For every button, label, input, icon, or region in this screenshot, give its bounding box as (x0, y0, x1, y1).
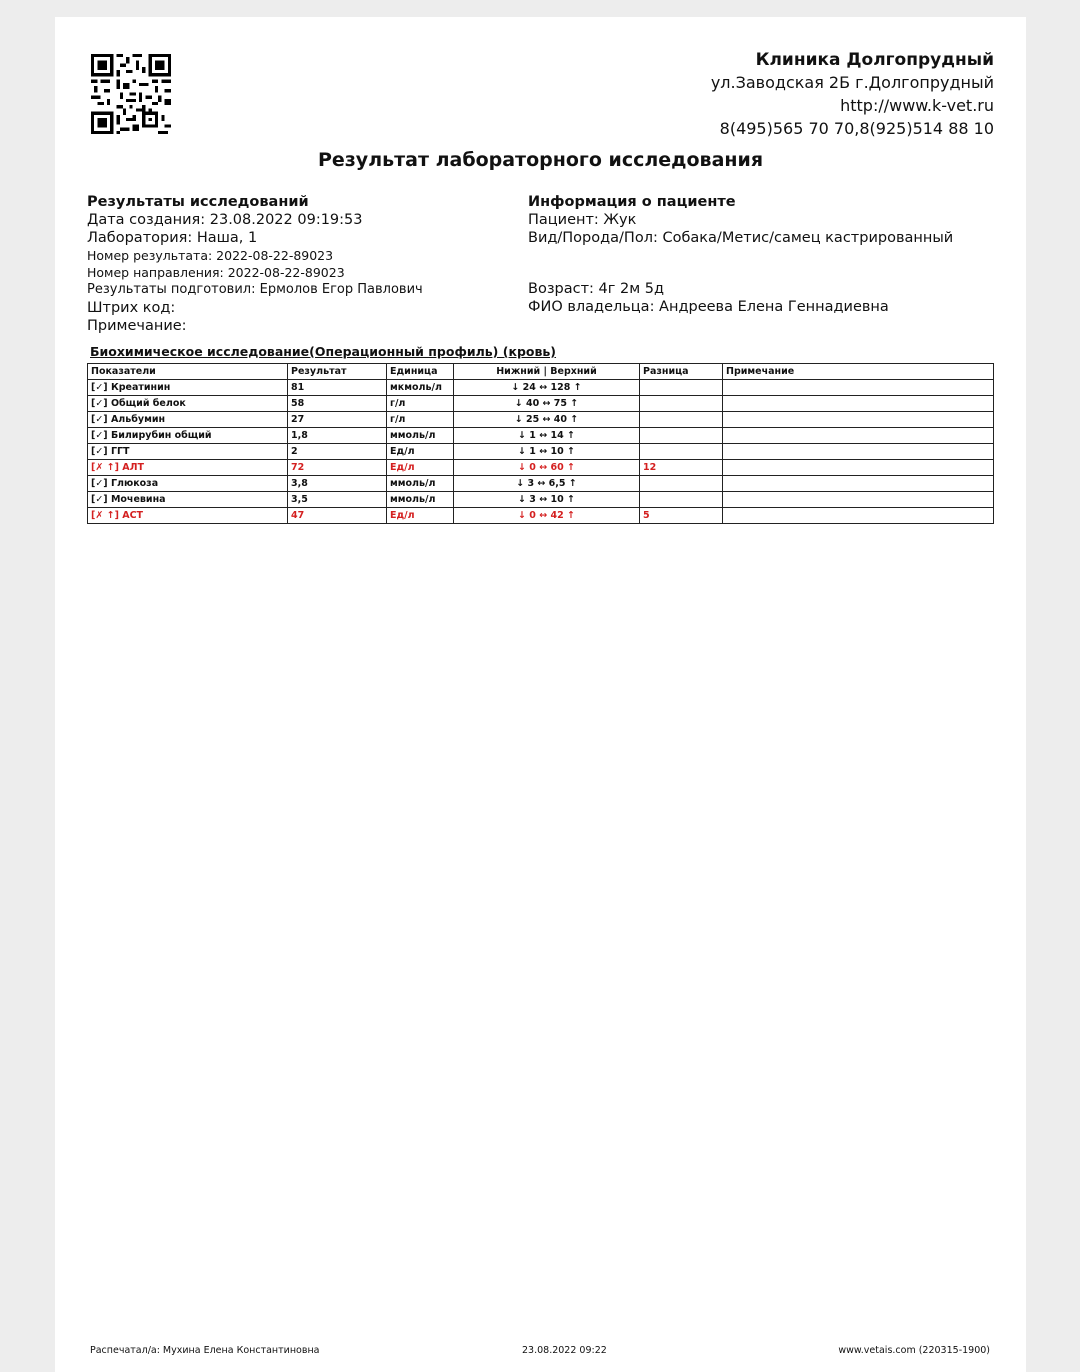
cell-name: [✓] Альбумин (88, 412, 288, 428)
patient-species: Вид/Порода/Пол: Собака/Метис/самец кастрированный (528, 230, 954, 246)
cell-diff (640, 444, 723, 460)
cell-diff (640, 412, 723, 428)
clinic-address: ул.Заводская 2Б г.Долгопрудный (710, 73, 994, 92)
table-row (88, 460, 994, 476)
clinic-phones: 8(495)565 70 70,8(925)514 88 10 (719, 119, 994, 138)
column-header: Примечание (723, 364, 994, 380)
prepared-by: Результаты подготовил: Ермолов Егор Павлович (87, 282, 423, 297)
patient-name: Пациент: Жук (528, 212, 637, 228)
document-title: Результат лабораторного исследования (317, 149, 764, 171)
software-link[interactable]: www.vetais.com (220315-1900) (838, 1345, 990, 1356)
cell-result: 47 (288, 508, 387, 524)
table-row (88, 428, 994, 444)
cell-range: ↓ 25 ↔ 40 ↑ (454, 412, 640, 428)
cell-diff (640, 396, 723, 412)
cell-diff (640, 476, 723, 492)
cell-range: ↓ 0 ↔ 42 ↑ (454, 508, 640, 524)
cell-name: [✓] Мочевина (88, 492, 288, 508)
document-page (55, 17, 1026, 1372)
note-label: Примечание: (87, 318, 187, 334)
table-row (88, 492, 994, 508)
cell-unit: ммоль/л (387, 428, 454, 444)
barcode-label: Штрих код: (87, 300, 176, 316)
cell-name: [✓] Билирубин общий (88, 428, 288, 444)
lab-name: Лаборатория: Наша, 1 (87, 230, 258, 246)
referral-number: Номер направления: 2022-08-22-89023 (87, 265, 345, 280)
cell-range: ↓ 1 ↔ 10 ↑ (454, 444, 640, 460)
printed-at: 23.08.2022 09:22 (522, 1345, 607, 1356)
cell-unit: г/л (387, 412, 454, 428)
cell-unit: мкмоль/л (387, 380, 454, 396)
cell-note (723, 492, 994, 508)
cell-note (723, 412, 994, 428)
cell-name: [✗ ↑] АСТ (88, 508, 288, 524)
cell-diff (640, 380, 723, 396)
cell-result: 3,8 (288, 476, 387, 492)
patient-info (528, 193, 998, 316)
patient-heading: Информация о пациенте (528, 194, 736, 210)
clinic-name: Клиника Долгопрудный (755, 50, 994, 70)
cell-result: 58 (288, 396, 387, 412)
cell-name: [✓] Глюкоза (88, 476, 288, 492)
cell-note (723, 428, 994, 444)
cell-range: ↓ 3 ↔ 6,5 ↑ (454, 476, 640, 492)
cell-range: ↓ 24 ↔ 128 ↑ (454, 380, 640, 396)
column-header: Единица (387, 364, 454, 380)
clinic-website[interactable]: http://www.k-vet.ru (840, 96, 994, 115)
cell-note (723, 444, 994, 460)
table-row (88, 508, 994, 524)
section-title: Биохимическое исследование(Операционный профиль) (кровь) (90, 344, 557, 359)
cell-diff (640, 492, 723, 508)
cell-unit: Ед/л (387, 508, 454, 524)
clinic-info (711, 49, 994, 140)
table-header-row (88, 364, 994, 380)
cell-unit: ммоль/л (387, 476, 454, 492)
cell-range: ↓ 1 ↔ 14 ↑ (454, 428, 640, 444)
table-row (88, 476, 994, 492)
owner-name: ФИО владельца: Андреева Елена Геннадиевна (528, 299, 889, 315)
cell-range: ↓ 40 ↔ 75 ↑ (454, 396, 640, 412)
cell-note (723, 508, 994, 524)
column-header: Показатели (88, 364, 288, 380)
cell-note (723, 396, 994, 412)
cell-range: ↓ 0 ↔ 60 ↑ (454, 460, 640, 476)
cell-diff (640, 428, 723, 444)
patient-age: Возраст: 4г 2м 5д (528, 281, 665, 297)
cell-result: 81 (288, 380, 387, 396)
cell-result: 2 (288, 444, 387, 460)
cell-unit: ммоль/л (387, 492, 454, 508)
cell-unit: Ед/л (387, 444, 454, 460)
table-row (88, 396, 994, 412)
table-row (88, 444, 994, 460)
cell-range: ↓ 3 ↔ 10 ↑ (454, 492, 640, 508)
printed-by: Распечатал/а: Мухина Елена Константиновна (90, 1345, 320, 1356)
column-header: Результат (288, 364, 387, 380)
cell-note (723, 380, 994, 396)
cell-note (723, 460, 994, 476)
cell-result: 1,8 (288, 428, 387, 444)
column-header: Нижний | Верхний (454, 364, 640, 380)
cell-diff: 5 (640, 508, 723, 524)
table-row (88, 380, 994, 396)
results-table (87, 363, 994, 524)
column-header: Разница (640, 364, 723, 380)
qr-code-icon (91, 54, 171, 134)
cell-result: 72 (288, 460, 387, 476)
cell-result: 27 (288, 412, 387, 428)
created-date: Дата создания: 23.08.2022 09:19:53 (87, 212, 363, 228)
cell-name: [✓] Общий белок (88, 396, 288, 412)
cell-diff: 12 (640, 460, 723, 476)
cell-unit: г/л (387, 396, 454, 412)
study-info (87, 193, 517, 335)
cell-name: [✓] ГГТ (88, 444, 288, 460)
cell-result: 3,5 (288, 492, 387, 508)
result-number: Номер результата: 2022-08-22-89023 (87, 248, 334, 263)
study-heading: Результаты исследований (87, 194, 309, 210)
cell-name: [✗ ↑] АЛТ (88, 460, 288, 476)
table-row (88, 412, 994, 428)
cell-name: [✓] Креатинин (88, 380, 288, 396)
cell-unit: Ед/л (387, 460, 454, 476)
cell-note (723, 476, 994, 492)
